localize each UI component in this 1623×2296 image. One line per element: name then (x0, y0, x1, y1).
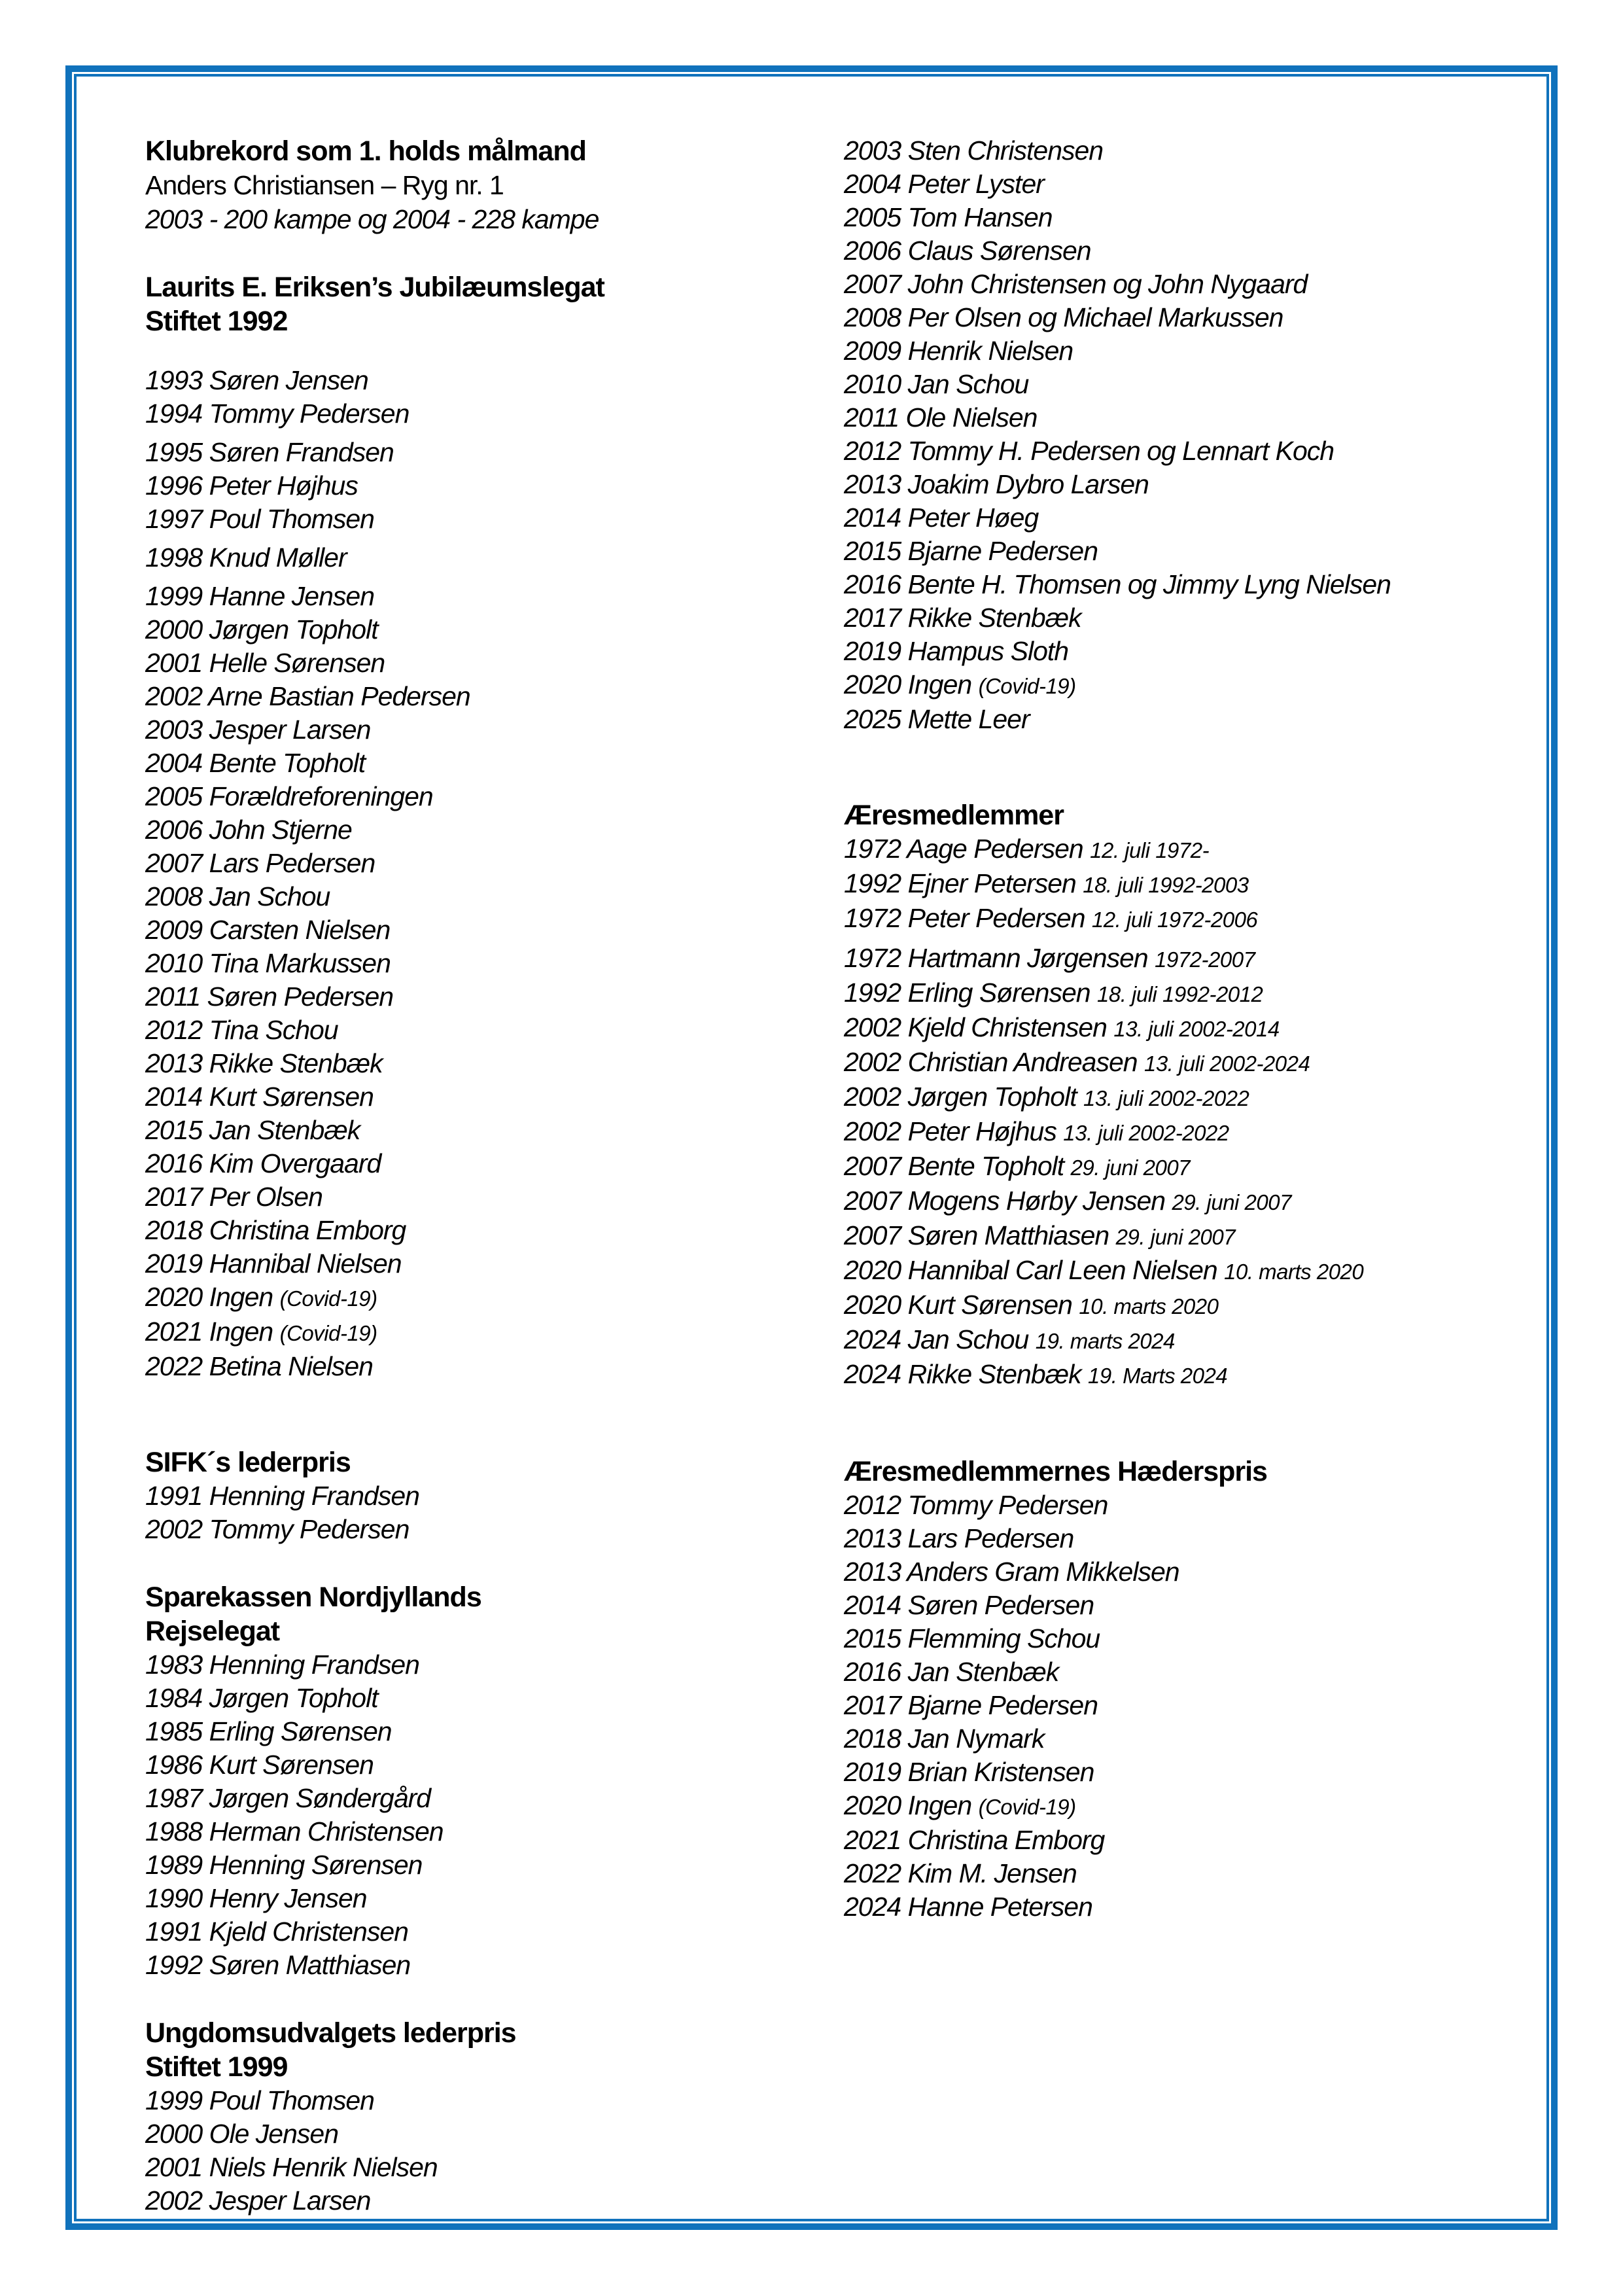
award-entry (145, 646, 832, 680)
entry-text: 2020 Kurt Sørensen (844, 1290, 1072, 1320)
award-entry (145, 1815, 832, 1848)
entry-note: 29. juni 2007 (1115, 1225, 1236, 1249)
award-entry (145, 1748, 832, 1782)
entry-note: 19. Marts 2024 (1088, 1364, 1228, 1388)
award-entry (844, 501, 1557, 535)
entry-text: 2019 Hampus Sloth (844, 636, 1069, 666)
entry-text: 2020 Ingen (844, 669, 972, 699)
award-entry (844, 635, 1557, 668)
section-ungdomsudvalgets-lederpris (145, 2016, 832, 2217)
award-entry (844, 832, 1557, 867)
entry-note: (Covid-19) (279, 1321, 377, 1345)
entry-text: 2024 Hanne Petersen (844, 1892, 1092, 1922)
entry-text: 2009 Henrik Nielsen (844, 336, 1073, 366)
award-entry (844, 1555, 1557, 1589)
entry-note: 12. juli 1972- (1090, 838, 1210, 862)
award-list (844, 1489, 1557, 1924)
section-title: Æresmedlemmer (844, 800, 1064, 831)
entry-text: 2017 Rikke Stenbæk (844, 603, 1081, 633)
award-entry (145, 1350, 832, 1383)
award-entry (145, 813, 832, 847)
entry-text: 1991 Kjeld Christensen (145, 1916, 408, 1947)
award-entry (844, 942, 1557, 976)
entry-text: 2018 Jan Nymark (844, 1723, 1045, 1754)
entry-text: 1993 Søren Jensen (145, 365, 368, 395)
award-entry (844, 201, 1557, 234)
award-entry (844, 334, 1557, 368)
award-entry (844, 1046, 1557, 1080)
entry-text: 2013 Rikke Stenbæk (145, 1048, 383, 1078)
award-entry (844, 401, 1557, 434)
club-record-holder: Anders Christiansen – Ryg nr. 1 (145, 170, 504, 200)
award-entry (844, 1522, 1557, 1555)
entry-text: 1988 Herman Christensen (145, 1816, 444, 1846)
entry-text: 1995 Søren Frandsen (145, 437, 394, 467)
entry-text: 2015 Flemming Schou (844, 1623, 1100, 1653)
entry-text: 2001 Niels Henrik Nielsen (145, 2152, 438, 2182)
entry-note: 29. juni 2007 (1070, 1156, 1191, 1180)
entry-text: 1991 Henning Frandsen (145, 1481, 419, 1511)
award-entry (844, 368, 1557, 401)
entry-text: 2003 Sten Christensen (844, 135, 1104, 166)
entry-note: 10. marts 2020 (1224, 1260, 1364, 1284)
entry-text: 2016 Jan Stenbæk (844, 1657, 1059, 1687)
entry-note: 13. juli 2002-2014 (1113, 1017, 1280, 1041)
outer-border (65, 65, 1558, 2230)
award-entry (844, 1722, 1557, 1756)
section-subtitle: Stiftet 1992 (145, 306, 288, 337)
entry-text: 2017 Bjarne Pedersen (844, 1690, 1098, 1720)
award-entry (844, 668, 1557, 703)
entry-text: 2016 Bente H. Thomsen og Jimmy Lyng Nielsen (844, 569, 1391, 599)
award-entry (145, 847, 832, 880)
entry-text: 2013 Lars Pedersen (844, 1523, 1074, 1553)
entry-text: 2004 Peter Lyster (844, 169, 1044, 199)
entry-text: 2013 Anders Gram Mikkelsen (844, 1557, 1179, 1587)
award-list-continuation (844, 134, 1557, 736)
entry-text: 1972 Hartmann Jørgensen (844, 943, 1148, 973)
award-entry (145, 2151, 832, 2184)
award-entry (844, 1655, 1557, 1689)
section-haederspris (844, 1455, 1557, 1924)
entry-text: 2014 Kurt Sørensen (145, 1082, 374, 1112)
entry-text: 2022 Betina Nielsen (145, 1351, 373, 1381)
award-entry (844, 1288, 1557, 1323)
award-entry (145, 1315, 832, 1350)
entry-text: 2007 Bente Topholt (844, 1151, 1064, 1181)
entry-text: 2005 Forældreforeningen (145, 781, 433, 811)
entry-text: 2006 John Stjerne (145, 815, 352, 845)
award-entry (145, 1782, 832, 1815)
award-entry (844, 1689, 1557, 1722)
section-sifk-lederpris (145, 1445, 832, 1546)
entry-text: 1992 Erling Sørensen (844, 978, 1091, 1008)
entry-text: 2002 Tommy Pedersen (145, 1514, 410, 1544)
entry-note: (Covid-19) (279, 1286, 377, 1311)
entry-text: 2000 Jørgen Topholt (145, 614, 378, 645)
entry-text: 2013 Joakim Dybro Larsen (844, 469, 1149, 499)
award-entry (145, 780, 832, 813)
section-rejselegat (145, 1580, 832, 1982)
award-list (145, 1479, 832, 1546)
entry-text: 2003 Jesper Larsen (145, 715, 371, 745)
entry-text: 2007 John Christensen og John Nygaard (844, 269, 1308, 299)
entry-note: (Covid-19) (978, 1795, 1076, 1819)
entry-note: 13. juli 2002-2024 (1143, 1051, 1310, 1076)
entry-text: 2015 Bjarne Pedersen (844, 536, 1098, 566)
entry-text: 2025 Mette Leer (844, 704, 1030, 734)
entry-text: 2021 Christina Emborg (844, 1825, 1105, 1855)
entry-text: 2024 Rikke Stenbæk (844, 1359, 1081, 1389)
award-entry (844, 468, 1557, 501)
entry-text: 2004 Bente Topholt (145, 748, 366, 778)
entry-text: 2002 Christian Andreasen (844, 1047, 1138, 1077)
award-entry (145, 1513, 832, 1546)
entry-text: 1984 Jørgen Topholt (145, 1683, 378, 1713)
section-title: Sparekassen Nordjyllands (145, 1581, 481, 1613)
award-entry (844, 568, 1557, 601)
entry-text: 2017 Per Olsen (145, 1182, 323, 1212)
entry-note: 18. juli 1992-2003 (1083, 873, 1249, 897)
award-entry (145, 2117, 832, 2151)
award-entry (844, 601, 1557, 635)
award-entry (145, 1280, 832, 1315)
award-entry (844, 1011, 1557, 1046)
entry-text: 2002 Peter Højhus (844, 1116, 1056, 1146)
entry-note: 29. juni 2007 (1172, 1190, 1291, 1214)
award-entry (145, 1180, 832, 1214)
entry-text: 2012 Tommy Pedersen (844, 1490, 1108, 1520)
entry-text: 2020 Hannibal Carl Leen Nielsen (844, 1255, 1217, 1285)
entry-text: 2010 Tina Markussen (145, 948, 391, 978)
entry-text: 2019 Brian Kristensen (844, 1757, 1094, 1787)
award-list (145, 2084, 832, 2217)
award-list (844, 832, 1557, 1392)
award-entry (844, 1824, 1557, 1857)
award-entry (145, 397, 832, 431)
entry-text: 2014 Søren Pedersen (844, 1590, 1094, 1620)
award-entry (145, 1214, 832, 1247)
award-entry (844, 1323, 1557, 1358)
award-entry (145, 1147, 832, 1180)
award-entry (145, 947, 832, 980)
award-entry (145, 580, 832, 613)
entry-note: 1972-2007 (1155, 947, 1255, 972)
entry-text: 1997 Poul Thomsen (145, 504, 374, 534)
award-entry (844, 1622, 1557, 1655)
section-subtitle: Stiftet 1999 (145, 2051, 288, 2083)
entry-text: 2012 Tina Schou (145, 1015, 338, 1045)
entry-note: 18. juli 1992-2012 (1096, 982, 1263, 1006)
award-entry (145, 2084, 832, 2117)
entry-text: 2024 Jan Schou (844, 1324, 1029, 1354)
entry-text: 2007 Mogens Hørby Jensen (844, 1186, 1166, 1216)
award-list (145, 364, 832, 1383)
award-entry (145, 1247, 832, 1280)
award-entry (844, 902, 1557, 936)
entry-text: 2016 Kim Overgaard (145, 1148, 381, 1178)
club-record-detail: 2003 - 200 kampe og 2004 - 228 kampe (145, 204, 599, 234)
entry-text: 1992 Søren Matthiasen (145, 1950, 411, 1980)
award-entry (844, 1254, 1557, 1288)
award-entry (844, 1489, 1557, 1522)
entry-text: 2009 Carsten Nielsen (145, 915, 391, 945)
entry-text: 2001 Helle Sørensen (145, 648, 385, 678)
entry-text: 1989 Henning Sørensen (145, 1850, 423, 1880)
award-entry (844, 1857, 1557, 1890)
entry-text: 1990 Henry Jensen (145, 1883, 367, 1913)
award-entry (844, 268, 1557, 301)
section-title: Laurits E. Eriksen’s Jubilæumslegat (145, 272, 604, 303)
award-entry (844, 434, 1557, 468)
entry-note: 10. marts 2020 (1079, 1294, 1219, 1318)
entry-text: 2002 Kjeld Christensen (844, 1012, 1107, 1042)
club-record-title: Klubrekord som 1. holds målmand (145, 135, 586, 167)
entry-text: 2008 Per Olsen og Michael Markussen (844, 302, 1283, 332)
award-list (145, 1648, 832, 1982)
entry-text: 1996 Peter Højhus (145, 470, 358, 501)
award-entry (844, 1756, 1557, 1789)
entry-text: 2015 Jan Stenbæk (145, 1115, 360, 1145)
entry-text: 2012 Tommy H. Pedersen og Lennart Koch (844, 436, 1335, 466)
entry-text: 2020 Ingen (844, 1790, 972, 1820)
award-entry (145, 436, 832, 469)
entry-text: 2019 Hannibal Nielsen (145, 1248, 402, 1279)
award-entry (844, 1115, 1557, 1150)
section-title: Ungdomsudvalgets lederpris (145, 2017, 516, 2049)
entry-text: 2008 Jan Schou (145, 881, 330, 911)
entry-text: 2000 Ole Jensen (145, 2119, 339, 2149)
award-entry (145, 713, 832, 747)
award-entry (145, 1915, 832, 1949)
club-record-block (145, 134, 832, 236)
award-entry (844, 535, 1557, 568)
entry-text: 2002 Arne Bastian Pedersen (145, 681, 470, 711)
entry-text: 1998 Knud Møller (145, 542, 347, 573)
award-entry (145, 1014, 832, 1047)
left-column (145, 134, 832, 2217)
award-entry (844, 1789, 1557, 1824)
award-entry (145, 469, 832, 503)
entry-text: 2022 Kim M. Jensen (844, 1858, 1077, 1888)
entry-text: 1985 Erling Sørensen (145, 1716, 392, 1746)
award-entry (145, 1682, 832, 1715)
award-entry (145, 680, 832, 713)
award-entry (145, 980, 832, 1014)
award-entry (844, 867, 1557, 902)
entry-text: 2011 Ole Nielsen (844, 402, 1038, 433)
award-entry (844, 168, 1557, 201)
entry-note: (Covid-19) (978, 674, 1076, 698)
entry-text: 2010 Jan Schou (844, 369, 1029, 399)
award-entry (844, 1219, 1557, 1254)
entry-text: 2014 Peter Høeg (844, 503, 1039, 533)
award-entry (145, 1848, 832, 1882)
document-content (77, 77, 1546, 2219)
entry-text: 2002 Jørgen Topholt (844, 1082, 1077, 1112)
entry-text: 1972 Aage Pedersen (844, 834, 1083, 864)
inner-border (74, 74, 1549, 2221)
entry-text: 2021 Ingen (145, 1316, 273, 1347)
award-entry (145, 1715, 832, 1748)
award-entry (145, 747, 832, 780)
award-entry (145, 1047, 832, 1080)
entry-text: 2020 Ingen (145, 1282, 273, 1312)
award-entry (844, 134, 1557, 168)
entry-text: 1972 Peter Pedersen (844, 903, 1085, 933)
section-subtitle: Rejselegat (145, 1616, 280, 1647)
award-entry (145, 1882, 832, 1915)
award-entry (844, 1184, 1557, 1219)
award-entry (844, 301, 1557, 334)
entry-text: 1992 Ejner Petersen (844, 868, 1076, 898)
entry-note: 19. marts 2024 (1035, 1329, 1175, 1353)
award-entry (145, 913, 832, 947)
right-column (844, 134, 1557, 1924)
award-entry (145, 1080, 832, 1114)
entry-text: 2006 Claus Sørensen (844, 236, 1091, 266)
section-jubilaeumslegat (145, 270, 832, 1383)
award-entry (145, 364, 832, 397)
award-entry (145, 613, 832, 646)
entry-text: 1999 Poul Thomsen (145, 2085, 374, 2115)
award-entry (145, 2184, 832, 2217)
award-entry (844, 234, 1557, 268)
entry-text: 1994 Tommy Pedersen (145, 398, 410, 429)
entry-note: 12. juli 1972-2006 (1091, 908, 1258, 932)
entry-note: 13. juli 2002-2022 (1063, 1121, 1229, 1145)
entry-text: 2005 Tom Hansen (844, 202, 1053, 232)
entry-text: 2007 Søren Matthiasen (844, 1220, 1109, 1250)
award-entry (145, 1648, 832, 1682)
entry-note: 13. juli 2002-2022 (1083, 1086, 1249, 1110)
award-entry (844, 1358, 1557, 1392)
award-entry (145, 503, 832, 536)
entry-text: 1986 Kurt Sørensen (145, 1750, 374, 1780)
award-entry (145, 1114, 832, 1147)
entry-text: 1987 Jørgen Søndergård (145, 1783, 431, 1813)
entry-text: 1983 Henning Frandsen (145, 1650, 419, 1680)
award-entry (145, 1949, 832, 1982)
entry-text: 2018 Christina Emborg (145, 1215, 406, 1245)
section-title: SIFK´s lederpris (145, 1447, 351, 1478)
award-entry (145, 1479, 832, 1513)
entry-text: 2011 Søren Pedersen (145, 981, 394, 1012)
award-entry (844, 1080, 1557, 1115)
entry-text: 2002 Jesper Larsen (145, 2185, 371, 2216)
award-entry (844, 1589, 1557, 1622)
award-entry (844, 1890, 1557, 1924)
entry-text: 2007 Lars Pedersen (145, 848, 375, 878)
entry-text: 1999 Hanne Jensen (145, 581, 375, 611)
award-entry (844, 1150, 1557, 1184)
award-entry (844, 976, 1557, 1011)
section-title: Æresmedlemmernes Hæderspris (844, 1456, 1267, 1487)
award-entry (145, 541, 832, 574)
award-entry (844, 703, 1557, 736)
award-entry (145, 880, 832, 913)
section-aeresmedlemmer (844, 798, 1557, 1392)
